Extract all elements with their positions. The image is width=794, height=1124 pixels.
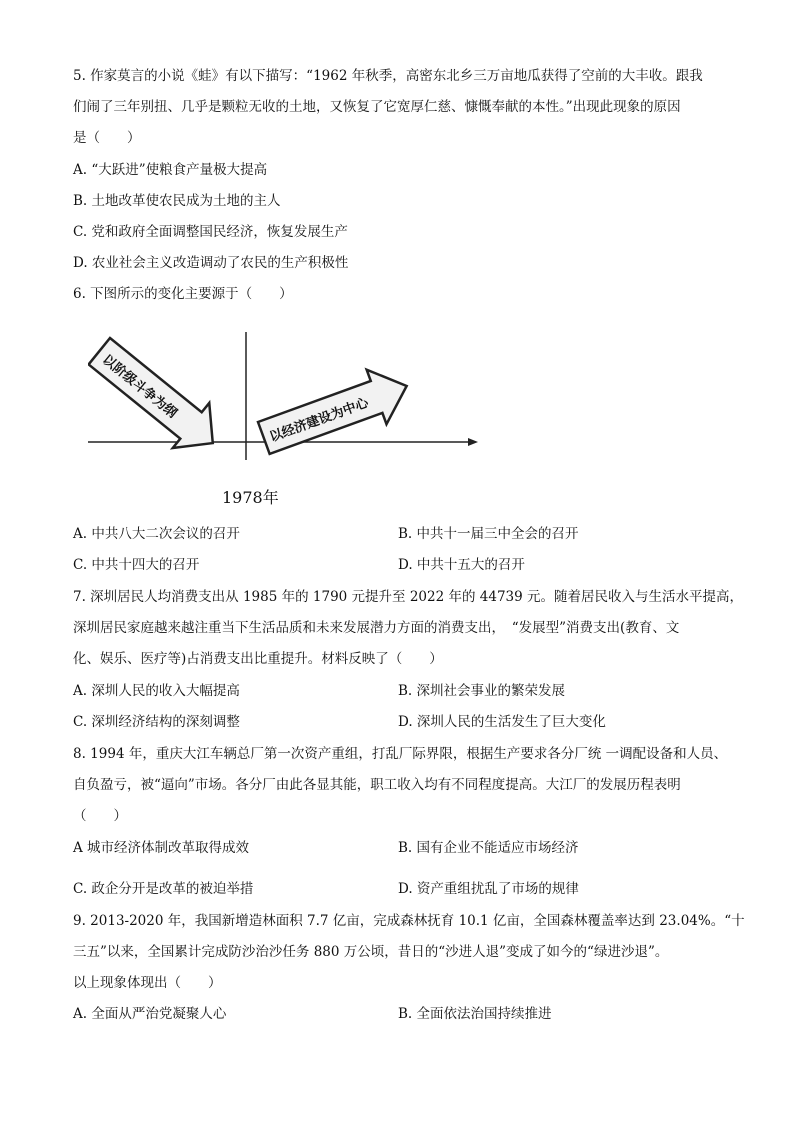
q6-option-b: B. 中共十一届三中全会的召开: [398, 526, 579, 542]
q7-stem-line-1: 7. 深圳居民人均消费支出从 1985 年的 1790 元提升至 2022 年的 44739 元。随着居民收入与生活水平提高，: [73, 589, 744, 605]
q8-stem-line-1: 8. 1994 年，重庆大江车辆总厂第一次资产重组，打乱厂际界限，根据生产要求各分厂统 一调配设备和人员、: [73, 746, 728, 762]
q8-option-a: A 城市经济体制改革取得成效: [73, 840, 250, 856]
q7-option-a: A. 深圳人民的收入大幅提高: [73, 683, 240, 699]
q5-stem-line-2: 们闹了三年别扭、几乎是颗粒无收的土地，又恢复了它宽厚仁慈、慷慨奉献的本性。”出现此现象的原因: [73, 99, 681, 115]
q9-option-a: A. 全面从严治党凝聚人心: [73, 1006, 227, 1022]
q6-arrow-figure: [88, 318, 478, 518]
right-arrow: [254, 359, 417, 465]
q8-option-d: D. 资产重组扰乱了市场的规律: [398, 881, 579, 897]
q7-stem-line-2: 深圳居民家庭越来越注重当下生活品质和未来发展潜力方面的消费支出， “发展型”消费支出(教育、文: [73, 620, 680, 636]
year-label: 1978年: [222, 488, 279, 507]
q8-stem-line-2: 自负盈亏，被“逼向”市场。各分厂由此各显其能，职工收入均有不同程度提高。大江厂的发展历程表明: [73, 777, 681, 793]
q5-option-c: C. 党和政府全面调整国民经济，恢复发展生产: [73, 224, 348, 240]
q7-stem-line-3: 化、娱乐、医疗等)占消费支出比重提升。材料反映了（ ）: [73, 651, 443, 667]
q5-option-a: A. “大跃进”使粮食产量极大提高: [73, 162, 268, 178]
q8-option-b: B. 国有企业不能适应市场经济: [398, 840, 579, 856]
q9-stem-line-2: 三五”以来，全国累计完成防沙治沙任务 880 万公顷，昔日的“沙进人退”变成了如今的“绿进沙退”。: [73, 944, 669, 960]
q6-option-c: C. 中共十四大的召开: [73, 557, 200, 573]
q8-option-c: C. 政企分开是改革的被迫举措: [73, 881, 254, 897]
left-arrow-label: 以阶级斗争为纲: [99, 352, 180, 422]
q6-arrow-diagram: [88, 318, 478, 518]
q5-stem-line-3: 是（ ）: [73, 130, 141, 146]
q5-stem-line-1: 5. 作家莫言的小说《蛙》有以下描写：“1962 年秋季，高密东北乡三万亩地瓜获得了空前的大丰收。跟我: [73, 68, 703, 84]
q5-option-d: D. 农业社会主义改造调动了农民的生产积极性: [73, 255, 349, 271]
q8-stem-line-3: （ ）: [73, 808, 127, 824]
q5-option-b: B. 土地改革使农民成为土地的主人: [73, 193, 281, 209]
q6-option-a: A. 中共八大二次会议的召开: [73, 526, 240, 542]
left-arrow: [88, 329, 231, 466]
q7-option-c: C. 深圳经济结构的深刻调整: [73, 714, 240, 730]
q7-option-d: D. 深圳人民的生活发生了巨大变化: [398, 714, 606, 730]
q9-option-b: B. 全面依法治国持续推进: [398, 1006, 552, 1022]
right-arrow-label: 以经济建设为中心: [267, 395, 371, 446]
q6-option-d: D. 中共十五大的召开: [398, 557, 525, 573]
q9-stem-line-1: 9. 2013-2020 年，我国新增造林面积 7.7 亿亩，完成森林抚育 10.1 亿亩，全国森林覆盖率达到 23.04%。“十: [73, 913, 745, 929]
q9-stem-line-3: 以上现象体现出（ ）: [73, 975, 222, 991]
q7-option-b: B. 深圳社会事业的繁荣发展: [398, 683, 566, 699]
q6-stem: 6. 下图所示的变化主要源于（ ）: [73, 286, 293, 302]
axis-arrowhead-icon: [468, 438, 478, 446]
